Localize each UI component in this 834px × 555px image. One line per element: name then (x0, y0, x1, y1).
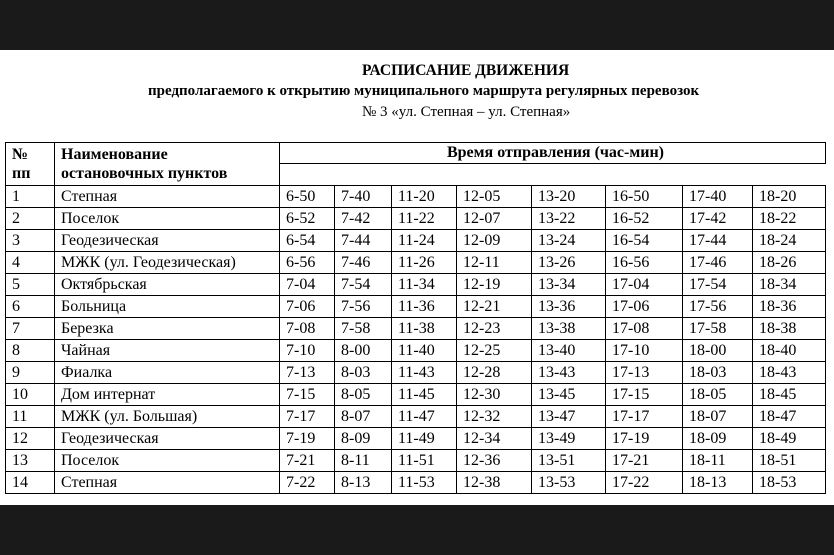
departure-time: 11-34 (392, 274, 457, 296)
schedule-page (0, 50, 834, 505)
departure-time: 7-21 (280, 450, 335, 472)
departure-time: 12-25 (457, 340, 532, 362)
departure-time: 18-45 (753, 384, 826, 406)
table-row (6, 384, 826, 406)
table-row (6, 230, 826, 252)
departure-time: 8-05 (335, 384, 392, 406)
departure-time: 18-22 (753, 208, 826, 230)
document-subtitle: предполагаемого к открытию муниципального маршрута регулярных перевозок (148, 83, 700, 99)
departure-time: 11-43 (392, 362, 457, 384)
departure-time: 11-22 (392, 208, 457, 230)
departure-time: 13-49 (532, 428, 606, 450)
departure-time: 8-03 (335, 362, 392, 384)
schedule-table (5, 142, 826, 494)
departure-time: 18-11 (683, 450, 753, 472)
departure-time: 18-49 (753, 428, 826, 450)
departure-time: 18-51 (753, 450, 826, 472)
departure-time: 17-42 (683, 208, 753, 230)
departure-time: 16-52 (606, 208, 683, 230)
departure-time: 7-10 (280, 340, 335, 362)
table-row (6, 340, 826, 362)
departure-time: 17-17 (606, 406, 683, 428)
departure-time: 11-20 (392, 186, 457, 208)
row-number: 3 (6, 230, 55, 252)
departure-time: 13-34 (532, 274, 606, 296)
departure-time: 18-47 (753, 406, 826, 428)
departure-time: 7-22 (280, 472, 335, 494)
departure-time: 13-36 (532, 296, 606, 318)
departure-time: 12-09 (457, 230, 532, 252)
header-departure-time: Время отправления (час-мин) (280, 143, 826, 164)
departure-time: 7-19 (280, 428, 335, 450)
departure-time: 12-19 (457, 274, 532, 296)
row-number: 2 (6, 208, 55, 230)
header-stop-name (55, 143, 280, 186)
departure-time: 13-22 (532, 208, 606, 230)
departure-time: 16-50 (606, 186, 683, 208)
departure-time: 17-58 (683, 318, 753, 340)
departure-time: 16-54 (606, 230, 683, 252)
departure-time: 7-44 (335, 230, 392, 252)
departure-time: 13-26 (532, 252, 606, 274)
departure-time: 18-43 (753, 362, 826, 384)
stop-name: Поселок (55, 208, 280, 230)
document-title: РАСПИСАНИЕ ДВИЖЕНИЯ (362, 62, 570, 79)
departure-time: 12-36 (457, 450, 532, 472)
departure-time: 17-15 (606, 384, 683, 406)
table-row (6, 296, 826, 318)
departure-time: 6-54 (280, 230, 335, 252)
stop-name: МЖК (ул. Геодезическая) (55, 252, 280, 274)
route-name: № 3 «ул. Степная – ул. Степная» (362, 104, 571, 120)
departure-time: 18-40 (753, 340, 826, 362)
departure-time: 13-51 (532, 450, 606, 472)
departure-time: 17-46 (683, 252, 753, 274)
row-number: 1 (6, 186, 55, 208)
departure-time: 7-42 (335, 208, 392, 230)
departure-time: 7-40 (335, 186, 392, 208)
departure-time: 17-54 (683, 274, 753, 296)
departure-time: 17-10 (606, 340, 683, 362)
stop-name: МЖК (ул. Большая) (55, 406, 280, 428)
departure-time: 7-08 (280, 318, 335, 340)
departure-time: 13-38 (532, 318, 606, 340)
departure-time: 18-53 (753, 472, 826, 494)
row-number: 6 (6, 296, 55, 318)
row-number: 14 (6, 472, 55, 494)
table-row (6, 428, 826, 450)
row-number: 8 (6, 340, 55, 362)
departure-time: 13-47 (532, 406, 606, 428)
departure-time: 11-26 (392, 252, 457, 274)
departure-time: 7-56 (335, 296, 392, 318)
row-number: 12 (6, 428, 55, 450)
departure-time: 13-24 (532, 230, 606, 252)
departure-time: 7-17 (280, 406, 335, 428)
departure-time: 11-51 (392, 450, 457, 472)
stop-name: Чайная (55, 340, 280, 362)
table-row (6, 362, 826, 384)
departure-time: 18-26 (753, 252, 826, 274)
header-name-line2: остановочных пунктов (61, 165, 228, 182)
table-header (6, 143, 826, 186)
stop-name: Геодезическая (55, 230, 280, 252)
row-number: 9 (6, 362, 55, 384)
departure-time: 18-36 (753, 296, 826, 318)
departure-time: 8-00 (335, 340, 392, 362)
table-row (6, 186, 826, 208)
departure-time: 11-24 (392, 230, 457, 252)
departure-time: 11-47 (392, 406, 457, 428)
header-number-line2: пп (12, 165, 31, 182)
departure-time: 7-46 (335, 252, 392, 274)
table-body (6, 186, 826, 494)
row-number: 4 (6, 252, 55, 274)
departure-time: 7-54 (335, 274, 392, 296)
departure-time: 16-56 (606, 252, 683, 274)
departure-time: 18-05 (683, 384, 753, 406)
departure-time: 6-52 (280, 208, 335, 230)
stop-name: Дом интернат (55, 384, 280, 406)
row-number: 11 (6, 406, 55, 428)
departure-time: 18-38 (753, 318, 826, 340)
departure-time: 17-06 (606, 296, 683, 318)
table-row (6, 252, 826, 274)
departure-time: 7-58 (335, 318, 392, 340)
departure-time: 12-05 (457, 186, 532, 208)
departure-time: 17-56 (683, 296, 753, 318)
header-number-line1: № (12, 146, 29, 163)
stop-name: Степная (55, 472, 280, 494)
departure-time: 8-13 (335, 472, 392, 494)
table-row (6, 406, 826, 428)
departure-time: 13-53 (532, 472, 606, 494)
departure-time: 17-21 (606, 450, 683, 472)
departure-time: 11-45 (392, 384, 457, 406)
header-name-line1: Наименование (61, 146, 168, 163)
stop-name: Больница (55, 296, 280, 318)
departure-time: 13-43 (532, 362, 606, 384)
table-row (6, 318, 826, 340)
departure-time: 12-23 (457, 318, 532, 340)
row-number: 5 (6, 274, 55, 296)
departure-time: 7-13 (280, 362, 335, 384)
table-row (6, 274, 826, 296)
departure-time: 12-07 (457, 208, 532, 230)
departure-time: 12-28 (457, 362, 532, 384)
stop-name: Поселок (55, 450, 280, 472)
departure-time: 18-07 (683, 406, 753, 428)
departure-time: 12-11 (457, 252, 532, 274)
departure-time: 18-09 (683, 428, 753, 450)
departure-time: 11-36 (392, 296, 457, 318)
departure-time: 17-40 (683, 186, 753, 208)
departure-time: 12-21 (457, 296, 532, 318)
departure-time: 7-04 (280, 274, 335, 296)
departure-time: 18-34 (753, 274, 826, 296)
departure-time: 17-13 (606, 362, 683, 384)
table-row (6, 450, 826, 472)
departure-time: 11-40 (392, 340, 457, 362)
departure-time: 17-22 (606, 472, 683, 494)
departure-time: 11-53 (392, 472, 457, 494)
departure-time: 12-30 (457, 384, 532, 406)
departure-time: 11-38 (392, 318, 457, 340)
departure-time: 17-08 (606, 318, 683, 340)
departure-time: 7-06 (280, 296, 335, 318)
departure-time: 12-32 (457, 406, 532, 428)
departure-time: 12-38 (457, 472, 532, 494)
stop-name: Октябрьская (55, 274, 280, 296)
row-number: 7 (6, 318, 55, 340)
departure-time: 8-07 (335, 406, 392, 428)
row-number: 10 (6, 384, 55, 406)
stop-name: Березка (55, 318, 280, 340)
departure-time: 6-50 (280, 186, 335, 208)
departure-time: 18-24 (753, 230, 826, 252)
table-row (6, 472, 826, 494)
departure-time: 12-34 (457, 428, 532, 450)
departure-time: 13-40 (532, 340, 606, 362)
departure-time: 8-11 (335, 450, 392, 472)
departure-time: 17-04 (606, 274, 683, 296)
table-row (6, 208, 826, 230)
header-number (6, 143, 55, 186)
departure-time: 17-19 (606, 428, 683, 450)
departure-time: 11-49 (392, 428, 457, 450)
departure-time: 18-00 (683, 340, 753, 362)
departure-time: 13-20 (532, 186, 606, 208)
departure-time: 17-44 (683, 230, 753, 252)
row-number: 13 (6, 450, 55, 472)
departure-time: 6-56 (280, 252, 335, 274)
stop-name: Фиалка (55, 362, 280, 384)
departure-time: 18-20 (753, 186, 826, 208)
departure-time: 18-03 (683, 362, 753, 384)
departure-time: 7-15 (280, 384, 335, 406)
stop-name: Степная (55, 186, 280, 208)
departure-time: 8-09 (335, 428, 392, 450)
departure-time: 13-45 (532, 384, 606, 406)
departure-time: 18-13 (683, 472, 753, 494)
stop-name: Геодезическая (55, 428, 280, 450)
